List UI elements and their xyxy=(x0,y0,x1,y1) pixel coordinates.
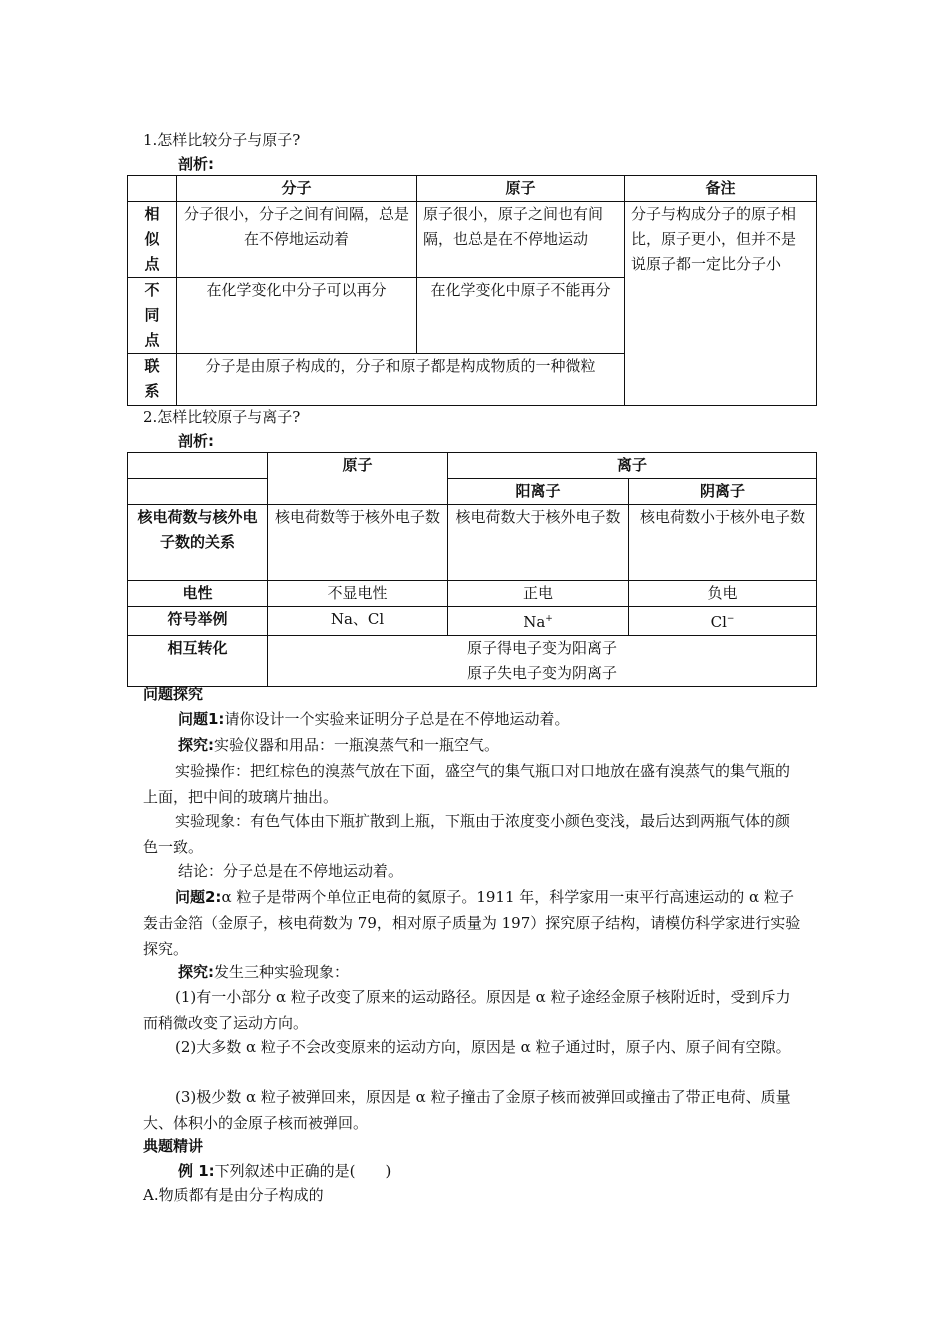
explore-2-text: 发生三种实验现象： xyxy=(214,963,350,981)
row-label-similar: 相 似 点 xyxy=(128,202,177,278)
q2-analysis-label: 剖析: xyxy=(178,432,214,450)
row-label-symbol: 符号举例 xyxy=(128,607,268,636)
cell-similar-molecule: 分子很小，分子之间有间隔，总是在不停地运动着 xyxy=(177,202,417,278)
row-label-charge: 核电荷数与核外电子数的关系 xyxy=(128,505,268,581)
explore-2-label: 探究: xyxy=(178,963,214,981)
cell-symbol-cation xyxy=(448,607,629,636)
col-header-ion: 离子 xyxy=(448,453,817,479)
question-2-label: 问题2: xyxy=(175,888,222,906)
cell-electric-atom: 不显电性 xyxy=(268,581,448,607)
explore-1-label: 探究: xyxy=(178,736,214,754)
inquiry-operation: 实验操作：把红棕色的溴蒸气放在下面，盛空气的集气瓶口对口地放在盛有溴蒸气的集气瓶的上面，把中间的玻璃片抽出。 xyxy=(143,762,791,806)
col-header-cation: 阳离子 xyxy=(448,479,629,505)
phenomenon-3: (3)极少数 α 粒子被弹回来，原因是 α 粒子撞击了金原子核而被弹回或撞击了带正电荷、质量大、体积小的金原子核而被弹回。 xyxy=(143,1088,791,1132)
col-header-molecule: 分子 xyxy=(177,176,417,202)
cell-symbol-atom: Na、Cl xyxy=(268,607,448,636)
explore-1-text: 实验仪器和用品：一瓶溴蒸气和一瓶空气。 xyxy=(214,736,500,754)
inquiry-p2 xyxy=(178,733,499,757)
phenomenon-2: (2)大多数 α 粒子不会改变原来的运动方向，原因是 α 粒子通过时，原子内、原子间有空隙。 xyxy=(175,1038,791,1056)
row-label-different: 不 同 点 xyxy=(128,278,177,354)
col-header-atom: 原子 xyxy=(417,176,625,202)
molecule-atom-table xyxy=(127,175,817,406)
example-option-a: A.物质都有是由分子构成的 xyxy=(143,1186,324,1204)
anion-charge-sup: − xyxy=(726,614,735,624)
inquiry-explore-2 xyxy=(178,960,349,984)
cell-charge-atom: 核电荷数等于核外电子数 xyxy=(268,505,448,581)
inquiry-question-2 xyxy=(143,884,803,962)
inquiry-conclusion: 结论：分子总是在不停地运动着。 xyxy=(178,862,404,880)
example-1-label: 例 1: xyxy=(178,1162,215,1180)
phenomenon-1: (1)有一小部分 α 粒子改变了原来的运动路径。原因是 α 粒子途经金原子核附近时，受到斥力而稍微改变了运动方向。 xyxy=(143,988,791,1032)
cell-electric-anion: 负电 xyxy=(629,581,817,607)
inquiry-p1 xyxy=(178,707,569,731)
cell-similar-atom: 原子很小，原子之间也有间隔，也总是在不停地运动 xyxy=(417,202,625,278)
q1-title: 1.怎样比较分子与原子? xyxy=(143,131,301,149)
table-corner xyxy=(128,176,177,202)
question-2-text: α 粒子是带两个单位正电荷的氦原子。1911 年，科学家用一束平行高速运动的 α 粒子轰击金箔（金原子，核电荷数为 79，相对原子质量为 197）探究原子结构，请模仿科学家进行实验探究。 xyxy=(143,888,801,958)
cell-diff-molecule: 在化学变化中分子可以再分 xyxy=(177,278,417,354)
col-header-atom: 原子 xyxy=(268,453,448,505)
atom-ion-table xyxy=(127,452,817,687)
q2-title: 2.怎样比较原子与离子? xyxy=(143,408,301,426)
anion-symbol: Cl xyxy=(710,613,727,631)
cell-symbol-anion xyxy=(629,607,817,636)
row-label-convert: 相互转化 xyxy=(128,636,268,687)
cell-electric-cation: 正电 xyxy=(448,581,629,607)
col-header-anion: 阴离子 xyxy=(629,479,817,505)
row-label-electric: 电性 xyxy=(128,581,268,607)
convert-line-2: 原子失电子变为阴离子 xyxy=(467,664,618,682)
cell-convert xyxy=(268,636,817,687)
col-header-note: 备注 xyxy=(625,176,817,202)
inquiry-phenomenon: 实验现象：有色气体由下瓶扩散到上瓶，下瓶由于浓度变小颜色变浅，最后达到两瓶气体的颜色一致。 xyxy=(143,812,791,856)
cell-charge-cation: 核电荷数大于核外电子数 xyxy=(448,505,629,581)
row-label-link: 联 系 xyxy=(128,354,177,406)
cell-charge-anion: 核电荷数小于核外电子数 xyxy=(629,505,817,581)
cation-symbol: Na xyxy=(523,613,546,631)
q1-analysis-label: 剖析: xyxy=(178,155,214,173)
inquiry-heading: 问题探究 xyxy=(143,685,204,703)
cation-charge-sup: + xyxy=(545,614,553,624)
cell-link: 分子是由原子构成的，分子和原子都是构成物质的一种微粒 xyxy=(177,354,625,406)
table-corner-top xyxy=(128,453,268,479)
example-heading: 典题精讲 xyxy=(143,1137,204,1155)
cell-note: 分子与构成分子的原子相比，原子更小，但并不是说原子都一定比分子小 xyxy=(625,202,817,406)
question-1-label: 问题1: xyxy=(178,710,225,728)
table-corner-bottom xyxy=(128,479,268,505)
cell-diff-atom: 在化学变化中原子不能再分 xyxy=(417,278,625,354)
convert-line-1: 原子得电子变为阳离子 xyxy=(467,639,618,657)
example-1 xyxy=(178,1159,391,1183)
example-1-text: 下列叙述中正确的是( ) xyxy=(214,1162,392,1180)
question-1-text: 请你设计一个实验来证明分子总是在不停地运动着。 xyxy=(224,710,570,728)
